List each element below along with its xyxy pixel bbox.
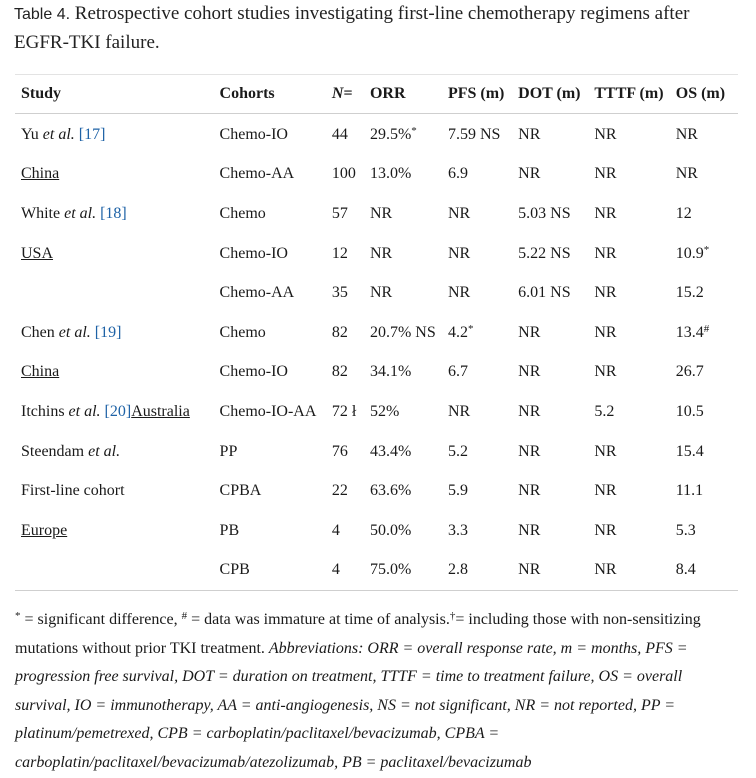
cell-os	[670, 353, 738, 393]
cell-n	[326, 471, 364, 511]
os-value: NR	[675, 125, 698, 143]
tttf-value: NR	[594, 125, 617, 143]
cell-dot	[512, 353, 588, 393]
cell-orr	[364, 392, 442, 432]
dot-value: NR	[518, 323, 541, 341]
cell-n	[326, 432, 364, 472]
pfs-value: 5.2	[447, 442, 468, 460]
pfs-value: 7.59 NS	[447, 125, 501, 143]
orr-value: 50.0%	[369, 521, 412, 539]
cohort-value: CPBA	[219, 482, 262, 500]
n-value: 82	[331, 323, 348, 341]
orr-value: 43.4%	[369, 442, 412, 460]
cell-cohort	[214, 273, 326, 313]
table-row	[15, 313, 738, 353]
cell-os	[670, 551, 738, 591]
study-et-al: et al.	[64, 204, 97, 222]
cell-dot	[512, 194, 588, 234]
footnote-star-text: = significant difference,	[20, 611, 182, 628]
orr-value: 13.0%	[369, 165, 412, 183]
os-value: NR	[675, 165, 698, 183]
cell-orr	[364, 234, 442, 274]
study-et-al: et al.	[68, 402, 101, 420]
cohort-value: Chemo-AA	[219, 284, 295, 302]
pfs-value: NR	[447, 402, 471, 420]
cell-os	[670, 114, 738, 155]
cell-orr	[364, 551, 442, 591]
cell-dot	[512, 511, 588, 551]
cell-study	[15, 313, 214, 353]
table-row	[15, 551, 738, 591]
dot-value: NR	[518, 165, 541, 183]
cohort-value: Chemo-AA	[219, 165, 295, 183]
cell-study	[15, 194, 214, 234]
cell-n	[326, 353, 364, 393]
pfs-value: 2.8	[447, 561, 468, 579]
dot-value: NR	[518, 125, 541, 143]
cell-orr	[364, 471, 442, 511]
os-value: 26.7	[675, 363, 704, 381]
cell-dot	[512, 313, 588, 353]
study-et-al: et al.	[88, 442, 121, 460]
orr-value: 29.5%	[369, 125, 412, 143]
orr-value: NR	[369, 204, 393, 222]
header-tttf: TTTF (m)	[588, 75, 669, 114]
cell-dot	[512, 471, 588, 511]
caption-text: Retrospective cohort studies investigating first-line chemotherapy regimens after EGFR-TKI failure.	[14, 3, 690, 53]
table-row	[15, 194, 738, 234]
cell-os	[670, 432, 738, 472]
n-value: 100	[331, 165, 356, 183]
cell-n	[326, 551, 364, 591]
header-cohorts: Cohorts	[214, 75, 326, 114]
reference-link[interactable]: [19]	[94, 323, 122, 341]
cell-cohort	[214, 234, 326, 274]
cell-tttf	[588, 432, 669, 472]
pfs-value: NR	[447, 284, 471, 302]
cell-orr	[364, 432, 442, 472]
cell-study	[15, 234, 214, 274]
cell-orr	[364, 114, 442, 155]
cell-dot	[512, 234, 588, 274]
os-value: 15.4	[675, 442, 704, 460]
orr-value: 52%	[369, 402, 400, 420]
cell-dot	[512, 432, 588, 472]
reference-link[interactable]: [18]	[100, 204, 127, 222]
cell-tttf	[588, 114, 669, 155]
cell-pfs	[442, 313, 512, 353]
cell-cohort	[214, 392, 326, 432]
cell-dot	[512, 392, 588, 432]
tttf-value: 5.2	[594, 402, 615, 420]
cell-orr	[364, 273, 442, 313]
n-value: 44	[331, 125, 348, 143]
cell-pfs	[442, 551, 512, 591]
pfs-value: NR	[447, 204, 471, 222]
tttf-value: NR	[594, 482, 617, 500]
cell-dot	[512, 273, 588, 313]
table-footnote	[15, 606, 737, 777]
cohort-table	[15, 74, 738, 591]
cell-study	[15, 155, 214, 195]
dot-value: 5.22 NS	[518, 244, 571, 262]
reference-link[interactable]: [17]	[78, 125, 106, 143]
dot-value: NR	[518, 521, 541, 539]
tttf-value: NR	[594, 363, 617, 381]
cell-os	[670, 313, 738, 353]
cell-n	[326, 155, 364, 195]
cell-pfs	[442, 511, 512, 551]
cell-study	[15, 353, 214, 393]
cell-n	[326, 392, 364, 432]
tttf-value: NR	[594, 204, 617, 222]
table-row	[15, 273, 738, 313]
cell-tttf	[588, 353, 669, 393]
cell-pfs	[442, 114, 512, 155]
n-value: 82	[331, 363, 348, 381]
study-country: Europe	[21, 521, 68, 539]
cell-cohort	[214, 155, 326, 195]
reference-link[interactable]: [20]	[104, 402, 132, 420]
cell-dot	[512, 114, 588, 155]
tttf-value: NR	[594, 323, 617, 341]
cell-cohort	[214, 471, 326, 511]
study-name: Itchins	[21, 402, 69, 420]
table-row	[15, 511, 738, 551]
cell-tttf	[588, 511, 669, 551]
cohort-value: Chemo-IO	[219, 244, 288, 262]
cell-orr	[364, 511, 442, 551]
footnote-star-symbol: *	[15, 610, 21, 622]
cell-n	[326, 273, 364, 313]
os-marker: #	[703, 322, 710, 335]
orr-marker: *	[411, 124, 417, 137]
n-value: 76	[331, 442, 348, 460]
study-country: China	[21, 165, 60, 183]
orr-value: NR	[369, 284, 393, 302]
cell-os	[670, 234, 738, 274]
cell-os	[670, 392, 738, 432]
cell-n	[326, 313, 364, 353]
cell-tttf	[588, 313, 669, 353]
cell-pfs	[442, 392, 512, 432]
header-study: Study	[15, 75, 214, 114]
study-country: China	[21, 363, 60, 381]
dot-value: NR	[518, 561, 541, 579]
tttf-value: NR	[594, 165, 617, 183]
table-row	[15, 392, 738, 432]
cell-cohort	[214, 114, 326, 155]
cell-study	[15, 432, 214, 472]
footnote-abbreviations: Abbreviations: ORR = overall response rate, m = months, PFS = progression free survival, DOT = duration on treatment, TTTF = time to treatment failure, OS = overall survival, IO = immunotherapy, AA = anti-angiogenesis, NS = not significant, NR = not reported, PP = platinum/pemetrexed, CPB = carboplatin/paclitaxel/bevacizumab, CPBA = carboplatin/paclitaxel/bevacizumab/atezolizumab, PB = paclitaxel/bevacizumab	[15, 639, 688, 771]
table-caption	[14, 0, 744, 57]
pfs-value: NR	[447, 244, 471, 262]
header-dot: DOT (m)	[512, 75, 588, 114]
orr-value: 20.7% NS	[369, 323, 436, 341]
cell-tttf	[588, 551, 669, 591]
cell-pfs	[442, 471, 512, 511]
cell-study	[15, 114, 214, 155]
cell-study	[15, 551, 214, 591]
cell-n	[326, 234, 364, 274]
cell-cohort	[214, 194, 326, 234]
orr-value: NR	[369, 244, 393, 262]
table-row	[15, 353, 738, 393]
cohort-value: Chemo	[219, 323, 266, 341]
cell-tttf	[588, 234, 669, 274]
n-value: 57	[331, 204, 348, 222]
os-value: 10.5	[675, 402, 704, 420]
orr-value: 63.6%	[369, 482, 412, 500]
table-row	[15, 234, 738, 274]
cohort-value: Chemo-IO	[219, 363, 288, 381]
cell-cohort	[214, 432, 326, 472]
cell-study	[15, 273, 214, 313]
n-value: 4	[331, 561, 340, 579]
cell-cohort	[214, 353, 326, 393]
cell-n	[326, 511, 364, 551]
cell-tttf	[588, 194, 669, 234]
dot-value: 5.03 NS	[518, 204, 571, 222]
os-value: 10.9	[675, 244, 704, 262]
study-name: White	[21, 204, 65, 222]
cell-pfs	[442, 194, 512, 234]
dot-value: 6.01 NS	[518, 284, 571, 302]
os-value: 12	[675, 204, 692, 222]
footnote-dagger-text: = including those with non-sensitizing mutations without prior TKI treatment.	[15, 611, 701, 657]
cell-tttf	[588, 155, 669, 195]
cohort-value: Chemo-IO-AA	[219, 402, 317, 420]
study-et-al: et al.	[42, 125, 75, 143]
os-value: 15.2	[675, 284, 704, 302]
table-body	[15, 114, 738, 591]
cell-cohort	[214, 551, 326, 591]
study-et-al: et al.	[58, 323, 91, 341]
orr-value: 34.1%	[369, 363, 412, 381]
tttf-value: NR	[594, 284, 617, 302]
os-value: 8.4	[675, 561, 696, 579]
cell-pfs	[442, 353, 512, 393]
os-value: 13.4	[675, 323, 704, 341]
pfs-value: 4.2	[447, 323, 468, 341]
cell-orr	[364, 194, 442, 234]
header-os: OS (m)	[670, 75, 738, 114]
os-marker: *	[703, 243, 710, 256]
study-country: Australia	[131, 402, 190, 420]
study-country: USA	[21, 244, 54, 262]
header-n: N=	[326, 75, 364, 114]
tttf-value: NR	[594, 244, 617, 262]
n-value: 72 ł	[331, 402, 357, 420]
cohort-value: PB	[219, 521, 240, 539]
cell-os	[670, 511, 738, 551]
cohort-value: Chemo	[219, 204, 266, 222]
n-value: 12	[331, 244, 348, 262]
dot-value: NR	[518, 442, 541, 460]
cell-cohort	[214, 313, 326, 353]
study-name: Chen	[21, 323, 59, 341]
cell-pfs	[442, 432, 512, 472]
cell-orr	[364, 353, 442, 393]
table-row	[15, 432, 738, 472]
cell-pfs	[442, 234, 512, 274]
table-row	[15, 155, 738, 195]
cell-tttf	[588, 392, 669, 432]
n-value: 4	[331, 521, 340, 539]
footnote-hash-symbol: #	[181, 610, 188, 622]
cell-cohort	[214, 511, 326, 551]
cell-pfs	[442, 155, 512, 195]
study-name: Yu	[21, 125, 43, 143]
tttf-value: NR	[594, 442, 617, 460]
dot-value: NR	[518, 363, 541, 381]
cell-dot	[512, 551, 588, 591]
n-value: 35	[331, 284, 348, 302]
header-orr: ORR	[364, 75, 442, 114]
table-header-row	[15, 75, 738, 114]
pfs-value: 6.7	[447, 363, 468, 381]
tttf-value: NR	[594, 561, 617, 579]
cell-orr	[364, 155, 442, 195]
cell-orr	[364, 313, 442, 353]
n-value: 22	[331, 482, 348, 500]
dot-value: NR	[518, 482, 541, 500]
cell-pfs	[442, 273, 512, 313]
cell-os	[670, 155, 738, 195]
cell-os	[670, 471, 738, 511]
cell-os	[670, 194, 738, 234]
header-pfs: PFS (m)	[442, 75, 512, 114]
tttf-value: NR	[594, 521, 617, 539]
cell-dot	[512, 155, 588, 195]
cohort-value: CPB	[219, 561, 250, 579]
caption-label: Table 4.	[14, 6, 71, 23]
pfs-value: 5.9	[447, 482, 468, 500]
pfs-value: 6.9	[447, 165, 468, 183]
cell-study	[15, 511, 214, 551]
cell-os	[670, 273, 738, 313]
cohort-value: PP	[219, 442, 238, 460]
cell-study	[15, 471, 214, 511]
pfs-value: 3.3	[447, 521, 468, 539]
table-row	[15, 114, 738, 155]
study-name: First-line cohort	[21, 482, 125, 500]
os-value: 5.3	[675, 521, 696, 539]
footnote-hash-text: = data was immature at time of analysis.	[187, 611, 450, 628]
orr-value: 75.0%	[369, 561, 412, 579]
footnote-dagger-symbol: †	[449, 610, 456, 622]
study-name: Steendam	[21, 442, 89, 460]
dot-value: NR	[518, 402, 541, 420]
os-value: 11.1	[675, 482, 704, 500]
cell-study	[15, 392, 214, 432]
table-row	[15, 471, 738, 511]
cell-tttf	[588, 273, 669, 313]
pfs-marker: *	[467, 322, 474, 335]
cell-n	[326, 114, 364, 155]
cell-n	[326, 194, 364, 234]
cell-tttf	[588, 471, 669, 511]
cohort-value: Chemo-IO	[219, 125, 288, 143]
